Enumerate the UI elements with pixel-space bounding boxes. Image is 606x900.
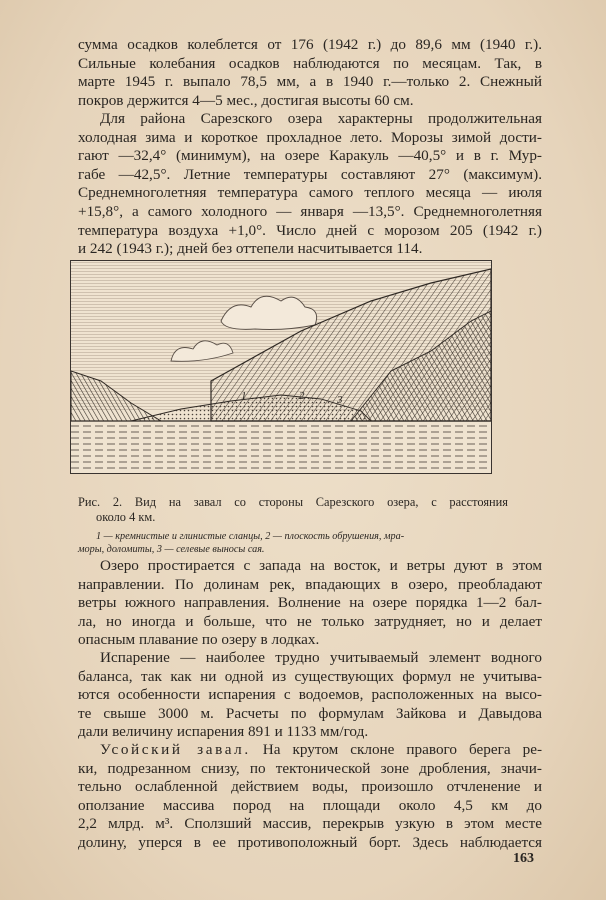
lake-water bbox=[71, 421, 491, 473]
usoi-heading: Усойский завал. bbox=[100, 741, 251, 758]
figure-label-2: 2 bbox=[299, 390, 305, 402]
figure-legend: 1 — кремнистые и глинистые сланцы, 2 — плоскость обрушения, мра- моры, доломиты, 3 — селевые выносы сая. bbox=[78, 531, 405, 555]
figure-label-3: 3 bbox=[337, 394, 343, 406]
paragraph-evaporation: Испарение — наиболее трудно учитываемый элемент водного баланса, так как ни одной из существующих формул не учитыва- ются особенности испарения с водоемов, расположенных на высо- те свыше 3000 м. Расчеты по формулам Зайкова и Давыдова дали величину испарения 891 и 1133 мм/год. bbox=[78, 649, 542, 741]
figure-landslide-illustration bbox=[70, 260, 492, 474]
figure-caption: Рис. 2. Вид на завал со стороны Сарезского озера, с расстояния около 4 км. bbox=[78, 495, 508, 524]
landscape-drawing bbox=[71, 261, 491, 473]
paragraph-precipitation: сумма осадков колеблется от 176 (1942 г.) до 89,6 мм (1940 г.). Сильные колебания осадков наблюдаются по месяцам. Так, в марте 1945 г. выпало 78,5 мм, а в 1940 г.—только 2. Снежный покров держится 4—5 мес., достигая высоты 60 см. bbox=[78, 36, 542, 109]
paragraph-climate: Для района Сарезского озера характерны продолжительная холодная зима и короткое прохладное лето. Морозы зимой дости- гают —32,4° (минимум), на озере Каракуль —40,5° и в г. Мур- габе —42,5°. Летние температуры составляют 27° (максимум). Среднемноголетняя температура самого теплого месяца — июля +15,8°, а самого холодного — января —13,5°. Среднемноголетняя температура воздуха +1,0°. Число дней с морозом 205 (1942 г.) и 242 (1943 г.); дней без оттепели насчитывается 114. bbox=[78, 110, 542, 258]
paragraph-usoi-dam: Усойский завал. На крутом склоне правого берега ре- ки, подрезанном снизу, по тектонической зоне дробления, значи- тельно ослабленной действием воды, произошло отчленение и оползание массива пород на площади около 4,5 км до 2,2 млрд. м³. Сползший массив, перекрыв узкую в этом месте долину, уперся в ее противоположный борт. Здесь наблюдается bbox=[78, 741, 543, 851]
page-number: 163 bbox=[513, 851, 534, 866]
figure-label-1: 1 bbox=[241, 390, 247, 402]
paragraph-lake: Озеро простирается с запада на восток, и ветры дуют в этом направлении. По долинам рек, впадающих в озеро, преобладают ветры южного направления. Волнение на озере порядка 1—2 бал- ла, но иногда и больше, что не только затрудняет, но и делает опасным плавание по озеру в лодках. bbox=[78, 557, 542, 649]
